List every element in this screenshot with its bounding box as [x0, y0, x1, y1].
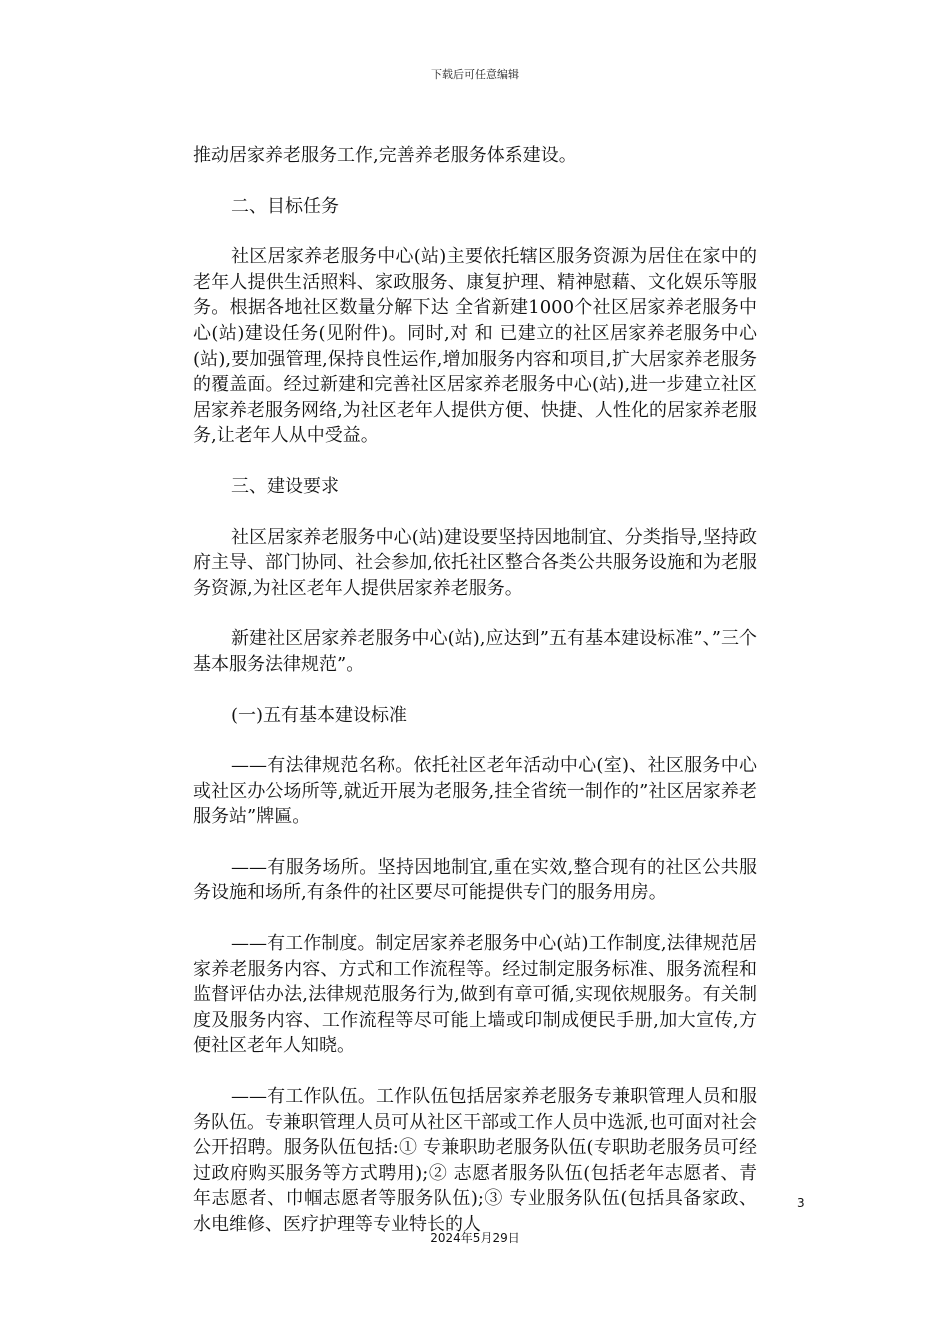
paragraph-venue-standard: ——有服务场所。坚持因地制宜,重在实效,整合现有的社区公共服务设施和场所,有条件的社区要尽可能提供专门的服务用房。: [193, 856, 757, 904]
section-heading-goals: 二、目标任务: [231, 195, 339, 217]
section-heading-requirements: 三、建设要求: [231, 475, 339, 497]
subsection-heading-five-standards: (一)五有基本建设标准: [231, 704, 408, 726]
paragraph-goals: 社区居家养老服务中心(站)主要依托辖区服务资源为居住在家中的老年人提供生活照料、家政服务、康复护理、精神慰藉、文化娱乐等服务。根据各地社区数量分解下达 全省新建1000个社区居家养老服务中心(站)建设任务(见附件)。同时,对 和 已建立的社区居家养老服务中心(站),要加强管理,保持良性运作,增加服务内容和项目,扩大居家养老服务的覆盖面。经过新建和完善社区居家养老服务中心(站),进一步建立社区居家养老服务网络,为社区老年人提供方便、快捷、人性化的居家养老服务,让老年人从中受益。: [193, 246, 757, 447]
paragraph-staff-standard: ——有工作队伍。工作队伍包括居家养老服务专兼职管理人员和服务队伍。专兼职管理人员可从社区干部或工作人员中选派,也可面对社会公开招聘。服务队伍包括:① 专兼职助老服务队伍(专职助老服务员可经过政府购买服务等方式聘用);② 志愿者服务队伍(包括老年志愿者、青年志愿者、巾帼志愿者等服务队伍);③ 专业服务队伍(包括具备家政、水电维修、医疗护理等专业特长的人: [193, 1086, 757, 1235]
paragraph-name-standard: ——有法律规范名称。依托社区老年活动中心(室)、社区服务中心或社区办公场所等,就近开展为老服务,挂全省统一制作的”社区居家养老服务站”牌匾。: [193, 755, 757, 828]
paragraph-continuation: 推动居家养老服务工作,完善养老服务体系建设。: [193, 145, 577, 166]
paragraph-rules-standard: ——有工作制度。制定居家养老服务中心(站)工作制度,法律规范居家养老服务内容、方式和工作流程等。经过制定服务标准、服务流程和监督评估办法,法律规范服务行为,做到有章可循,实现依规服务。有关制度及服务内容、工作流程等尽可能上墙或印制成便民手册,加大宣传,方便社区老年人知晓。: [193, 933, 757, 1057]
footer-date: 2024年5月29日: [430, 1231, 520, 1245]
paragraph-requirements: 社区居家养老服务中心(站)建设要坚持因地制宜、分类指导,坚持政府主导、部门协同、社会参加,依托社区整合各类公共服务设施和为老服务资源,为社区老年人提供居家养老服务。: [193, 526, 757, 599]
document-body: [193, 143, 757, 1238]
page-header: 下载后可任意编辑: [431, 68, 519, 81]
paragraph-standards-intro: 新建社区居家养老服务中心(站),应达到”五有基本建设标准”、”三个基本服务法律规范”。: [193, 628, 757, 675]
page-number: 3: [797, 1196, 805, 1210]
